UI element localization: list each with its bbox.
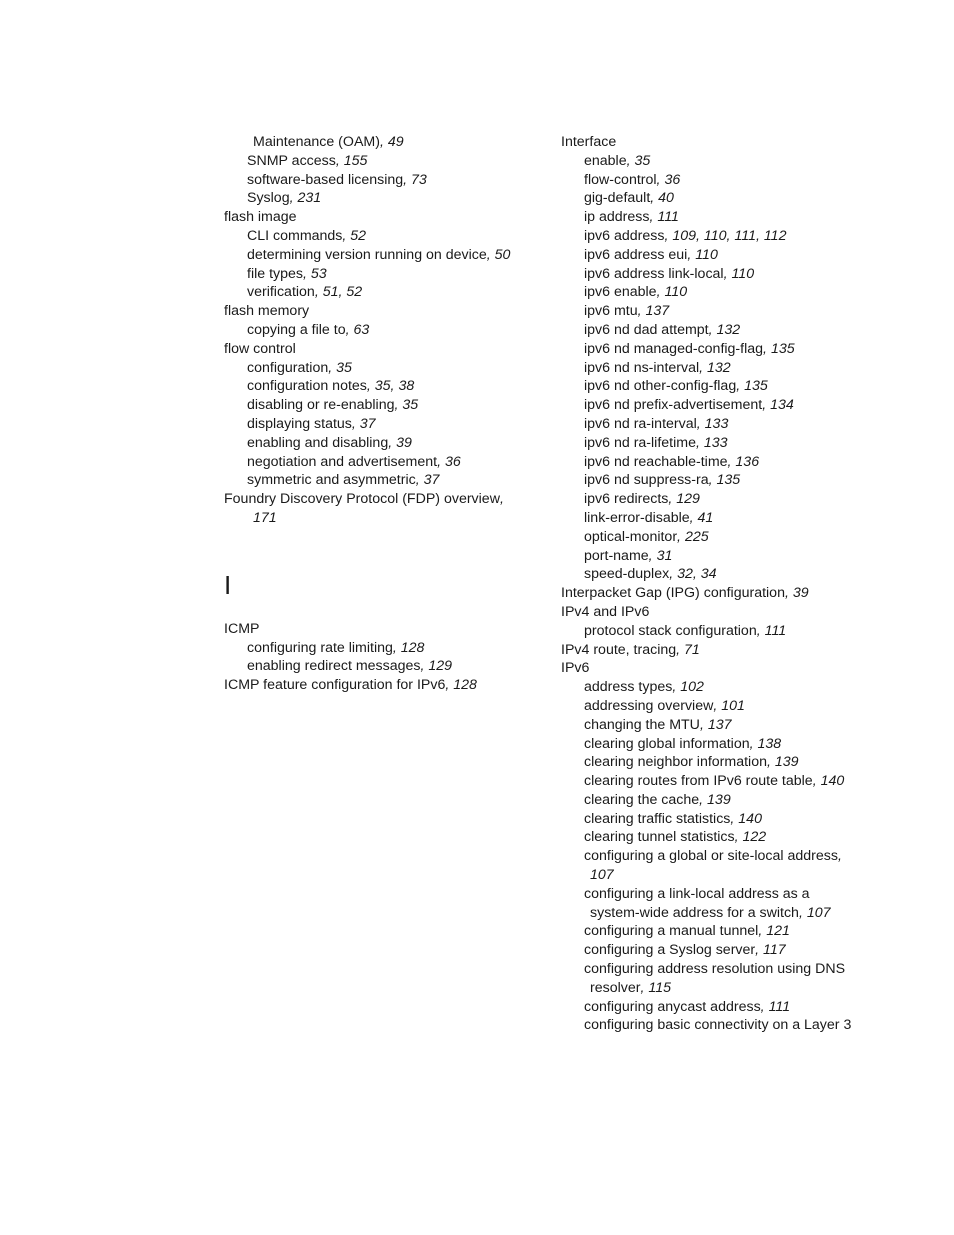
page-reference[interactable]: 35: [402, 397, 419, 414]
page-reference[interactable]: 53: [310, 265, 327, 282]
page-reference[interactable]: 129: [428, 658, 453, 675]
index-term: flash image: [224, 209, 297, 226]
index-subentry: address types, 102: [584, 679, 704, 696]
page-reference[interactable]: 63: [353, 321, 370, 338]
index-subentry: ipv6 nd ra-lifetime, 133: [584, 434, 728, 451]
index-subentry: [224, 509, 544, 528]
index-subentry: symmetric and asymmetric, 37: [247, 472, 440, 489]
index-term: verification: [247, 284, 315, 301]
index-term: ipv6 nd suppress-ra: [584, 472, 709, 489]
index-column-left: [224, 133, 544, 695]
index-subentry: clearing traffic statistics, 140: [584, 810, 762, 827]
index-term: disabling or re-enabling: [247, 397, 395, 414]
index-letter-heading: I: [224, 569, 232, 600]
index-entry: IPv4 route, tracing, 71: [561, 641, 700, 658]
index-term: ICMP: [224, 620, 260, 637]
page-reference[interactable]: 139: [707, 791, 731, 808]
page-reference[interactable]: 115: [648, 979, 671, 996]
index-subentry: [561, 866, 891, 885]
index-subentry: addressing overview, 101: [584, 697, 745, 714]
page-reference[interactable]: 121: [766, 923, 790, 940]
page-reference[interactable]: 111: [657, 209, 679, 226]
index-subentry: link-error-disable, 41: [584, 509, 714, 526]
index-term: configuring a global or site-local address: [584, 848, 838, 865]
page-reference[interactable]: 135: [770, 340, 795, 357]
index-term: resolver: [590, 979, 641, 996]
page-reference[interactable]: 132: [707, 359, 731, 376]
index-term: enable: [584, 152, 627, 169]
index-term: changing the MTU: [584, 716, 700, 733]
index-term: ipv6 nd other-config-flag: [584, 378, 737, 395]
index-subentry: ipv6 address link-local, 110: [584, 265, 755, 282]
page-reference[interactable]: 39: [792, 585, 809, 602]
index-term: software-based licensing: [247, 171, 404, 188]
index-term: copying a file to: [247, 321, 346, 338]
page-reference[interactable]: 37: [423, 472, 440, 489]
index-subentry: Maintenance (OAM), 49: [253, 134, 404, 150]
index-term: clearing neighbor information: [584, 754, 767, 771]
page-reference[interactable]: 50: [494, 246, 511, 263]
index-subentry: protocol stack configuration, 111: [584, 622, 787, 639]
index-subentry: configuring a global or site-local address,: [584, 848, 842, 865]
page-reference[interactable]: 128: [400, 639, 425, 656]
page-reference[interactable]: 32, 34: [677, 566, 717, 583]
index-entry: Interpacket Gap (IPG) configuration, 39: [561, 585, 809, 602]
index-subentry: file types, 53: [247, 265, 327, 282]
index-term: link-error-disable: [584, 509, 690, 526]
page-reference[interactable]: 117: [763, 942, 786, 959]
index-entry: [561, 133, 891, 152]
index-subentry: disabling or re-enabling, 35: [247, 397, 419, 414]
index-subentry: system-wide address for a switch, 107: [590, 904, 831, 921]
index-term: Foundry Discovery Protocol (FDP) overview: [224, 491, 500, 508]
page-reference[interactable]: 128: [453, 677, 477, 694]
index-term: negotiation and advertisement: [247, 453, 438, 470]
index-entry: ICMP feature configuration for IPv6, 128: [224, 677, 477, 694]
page-reference[interactable]: 225: [684, 528, 709, 545]
page-reference[interactable]: 35: [634, 152, 651, 169]
index-subentry: clearing routes from IPv6 route table, 140: [584, 773, 845, 790]
index-term: Interface: [561, 134, 617, 150]
index-term: configuring address resolution using DNS: [584, 961, 846, 978]
page-reference[interactable]: 133: [703, 434, 728, 451]
index-subentry: [561, 885, 891, 904]
index-term: Interpacket Gap (IPG) configuration: [561, 585, 785, 602]
page-reference[interactable]: 37: [359, 415, 376, 432]
index-subentry: verification, 51, 52: [247, 284, 363, 301]
index-term: enabling redirect messages: [247, 658, 421, 675]
page-reference[interactable]: 102: [680, 679, 704, 696]
index-term: ipv6 redirects: [584, 491, 669, 508]
index-term: ip address: [584, 209, 650, 226]
index-subentry: determining version running on device, 50: [247, 246, 511, 263]
index-subentry: ipv6 nd managed-config-flag, 135: [584, 340, 795, 357]
index-term: configuring anycast address: [584, 998, 761, 1015]
page-reference[interactable]: 49: [387, 134, 404, 150]
index-subentry: port-name, 31: [584, 547, 673, 564]
page-reference[interactable]: 171: [253, 509, 277, 526]
index-term: ipv6 address eui: [584, 246, 688, 263]
index-term: displaying status: [247, 415, 352, 432]
page-reference[interactable]: 155: [343, 152, 368, 169]
page-reference[interactable]: 111: [768, 998, 791, 1015]
index-subentry: negotiation and advertisement, 36: [247, 453, 461, 470]
index-entry: [224, 302, 544, 321]
index-term: symmetric and asymmetric: [247, 472, 416, 489]
index-subentry: optical-monitor, 225: [584, 528, 709, 545]
index-subentry: displaying status, 37: [247, 415, 376, 432]
index-subentry: speed-duplex, 32, 34: [584, 566, 717, 583]
index-subentry: clearing global information, 138: [584, 735, 782, 752]
index-subentry: ipv6 nd ns-interval, 132: [584, 359, 731, 376]
page-reference[interactable]: 129: [676, 491, 700, 508]
index-subentry: [561, 1016, 891, 1035]
index-term: speed-duplex: [584, 566, 670, 583]
page-reference[interactable]: 134: [770, 397, 794, 414]
index-subentry: enable, 35: [584, 152, 651, 169]
index-subentry: enabling redirect messages, 129: [247, 658, 453, 675]
index-entry: [561, 659, 891, 678]
index-subentry: gig-default, 40: [584, 190, 674, 207]
page-reference[interactable]: 133: [704, 415, 729, 432]
page-reference[interactable]: 71: [684, 641, 700, 658]
index-entry: Foundry Discovery Protocol (FDP) overview,: [224, 491, 504, 508]
page-reference[interactable]: 52: [350, 227, 367, 244]
page-reference[interactable]: 136: [735, 453, 760, 470]
index-term: determining version running on device: [247, 246, 487, 263]
index-term: flow control: [224, 340, 296, 357]
index-term: optical-monitor: [584, 528, 678, 545]
index-subentry: ipv6 redirects, 129: [584, 491, 700, 508]
index-subentry: copying a file to, 63: [247, 321, 370, 338]
page-reference[interactable]: 111: [764, 622, 787, 639]
page-reference[interactable]: 132: [716, 321, 741, 338]
index-subentry: ipv6 address eui, 110: [584, 246, 718, 263]
index-entry: [224, 340, 544, 359]
page-reference[interactable]: 107: [806, 904, 831, 921]
index-term: IPv6: [561, 660, 590, 677]
index-subentry: enabling and disabling, 39: [247, 434, 412, 451]
index-term: IPv4 and IPv6: [561, 603, 650, 620]
page-reference[interactable]: 110: [731, 265, 755, 282]
page-reference[interactable]: 109, 110, 111, 112: [672, 227, 787, 244]
page-reference[interactable]: 107: [590, 867, 614, 884]
index-subentry: configuring a manual tunnel, 121: [584, 923, 790, 940]
page-reference[interactable]: 135: [716, 472, 741, 489]
index-subentry: [561, 960, 891, 979]
page-reference[interactable]: 231: [297, 190, 322, 207]
index-subentry: CLI commands, 52: [247, 227, 367, 244]
index-term: address types: [584, 679, 673, 696]
index-term: clearing global information: [584, 735, 750, 752]
index-term: ipv6 enable: [584, 284, 657, 301]
index-term: configuration: [247, 359, 329, 376]
index-subentry: clearing tunnel statistics, 122: [584, 829, 767, 846]
index-term: CLI commands: [247, 227, 343, 244]
index-subentry: ipv6 mtu, 137: [584, 303, 670, 320]
index-term: configuring a Syslog server: [584, 942, 756, 959]
index-term: ipv6 address link-local: [584, 265, 724, 282]
index-subentry: ip address, 111: [584, 209, 679, 226]
index-subentry: software-based licensing, 73: [247, 171, 427, 188]
index-term: file types: [247, 265, 303, 282]
page-reference[interactable]: 122: [742, 829, 767, 846]
index-subentry: configuring rate limiting, 128: [247, 639, 425, 656]
index-term: flash memory: [224, 303, 310, 320]
index-term: port-name: [584, 547, 649, 564]
index-term: ipv6 nd prefix-advertisement: [584, 397, 763, 414]
index-term: configuring a link-local address as a: [584, 885, 810, 902]
page-reference[interactable]: 41: [697, 509, 714, 526]
page-reference[interactable]: 36: [444, 453, 461, 470]
index-subentry: configuring anycast address, 111: [584, 998, 791, 1015]
index-term: configuring rate limiting: [247, 639, 393, 656]
index-term: clearing routes from IPv6 route table: [584, 773, 813, 790]
page-reference[interactable]: 110: [664, 284, 688, 301]
index-term: clearing the cache: [584, 791, 700, 808]
index-subentry: flow-control, 36: [584, 171, 681, 188]
index-entry: [224, 620, 544, 639]
index-subentry: configuration notes, 35, 38: [247, 378, 415, 395]
page-reference[interactable]: 51, 52: [322, 284, 363, 301]
page-reference[interactable]: 110: [695, 246, 718, 263]
index-term: configuration notes: [247, 378, 367, 395]
page-reference[interactable]: 135: [744, 378, 768, 395]
index-subentry: ipv6 nd other-config-flag, 135: [584, 378, 768, 395]
index-term: ipv6 nd managed-config-flag: [584, 340, 764, 357]
page-reference[interactable]: 101: [721, 697, 745, 714]
page-reference[interactable]: 137: [707, 716, 732, 733]
index-term: ipv6 address: [584, 227, 665, 244]
index-subentry: ipv6 enable, 110: [584, 284, 688, 301]
index-term: system-wide address for a switch: [590, 904, 799, 921]
index-term: enabling and disabling: [247, 434, 389, 451]
page-reference[interactable]: 73: [411, 171, 427, 188]
index-subentry: ipv6 nd ra-interval, 133: [584, 415, 729, 432]
index-subentry: ipv6 nd prefix-advertisement, 134: [584, 397, 794, 414]
page-reference[interactable]: 36: [664, 171, 681, 188]
page-reference[interactable]: 137: [645, 303, 670, 320]
page-reference[interactable]: 39: [396, 434, 412, 451]
page-reference[interactable]: 35: [336, 359, 352, 376]
index-term: gig-default: [584, 190, 651, 207]
index-term: ICMP feature configuration for IPv6: [224, 677, 446, 694]
index-term: Maintenance (OAM): [253, 134, 380, 150]
index-term: ipv6 nd ra-interval: [584, 415, 697, 432]
index-term: addressing overview: [584, 697, 714, 714]
index-entry: [561, 603, 891, 622]
index-subentry: configuring a Syslog server, 117: [584, 942, 786, 959]
index-subentry: changing the MTU, 137: [584, 716, 732, 733]
page-reference[interactable]: 138: [757, 735, 782, 752]
page-reference[interactable]: 35, 38: [374, 378, 415, 395]
index-subentry: clearing the cache, 139: [584, 791, 731, 808]
index-term: protocol stack configuration: [584, 622, 757, 639]
page-reference[interactable]: 40: [658, 190, 674, 207]
page-reference[interactable]: 140: [738, 810, 762, 827]
index-term: clearing traffic statistics: [584, 810, 731, 827]
index-subentry: ipv6 nd reachable-time, 136: [584, 453, 760, 470]
index-column-right: [561, 133, 891, 1035]
page-reference[interactable]: 139: [774, 754, 799, 771]
index-term: ipv6 nd reachable-time: [584, 453, 728, 470]
index-term: ipv6 mtu: [584, 303, 638, 320]
index-subentry: clearing neighbor information, 139: [584, 754, 799, 771]
index-subentry: ipv6 nd suppress-ra, 135: [584, 472, 741, 489]
index-subentry: ipv6 address, 109, 110, 111, 112: [584, 227, 787, 244]
index-term: ipv6 nd ns-interval: [584, 359, 700, 376]
page-reference[interactable]: 31: [656, 547, 673, 564]
index-term: configuring a manual tunnel: [584, 923, 759, 940]
index-entry: [224, 208, 544, 227]
index-term: IPv4 route, tracing: [561, 641, 677, 658]
index-subentry: Syslog, 231: [247, 190, 322, 207]
page-reference[interactable]: 140: [820, 773, 845, 790]
index-subentry: ipv6 nd dad attempt, 132: [584, 321, 741, 338]
index-term: clearing tunnel statistics: [584, 829, 735, 846]
index-term: configuring basic connectivity on a Layer 3: [584, 1017, 852, 1034]
index-subentry: configuration, 35: [247, 359, 352, 376]
index-term: SNMP access: [247, 152, 336, 169]
index-term: Syslog: [247, 190, 290, 207]
index-term: ipv6 nd ra-lifetime: [584, 434, 696, 451]
index-subentry: resolver, 115: [590, 979, 671, 996]
index-subentry: SNMP access, 155: [247, 152, 368, 169]
index-term: flow-control: [584, 171, 657, 188]
index-term: ipv6 nd dad attempt: [584, 321, 709, 338]
